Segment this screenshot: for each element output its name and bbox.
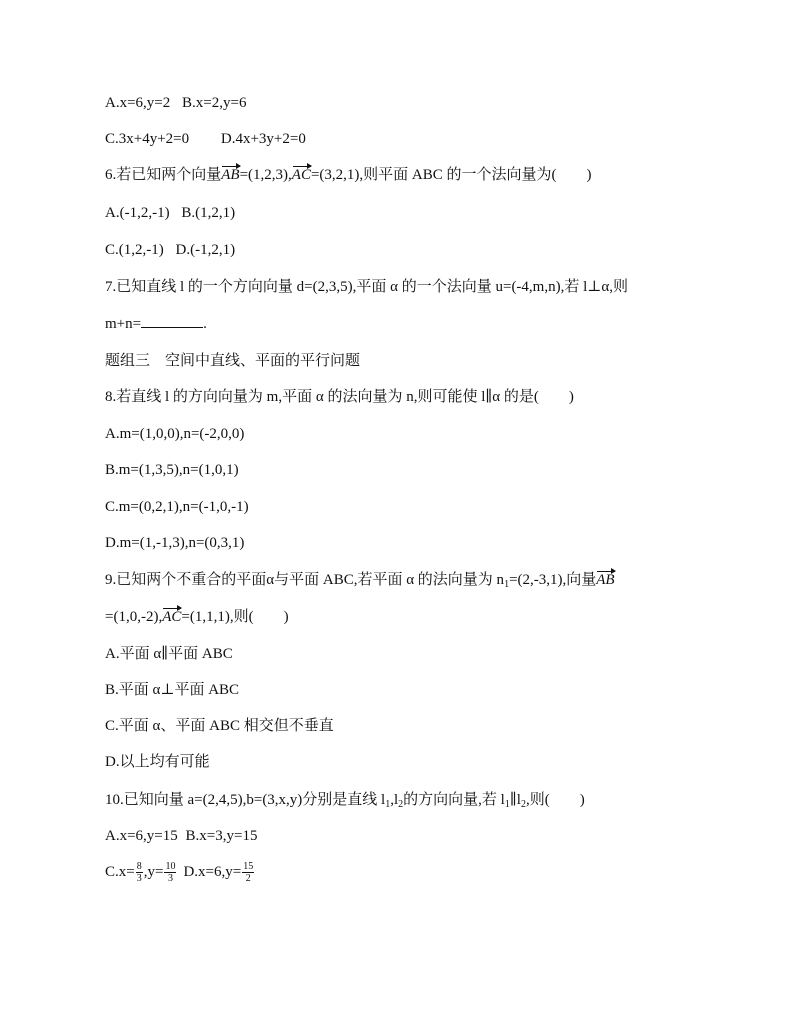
q6-close-paren: ) — [586, 167, 592, 183]
option-c-label: C.x= — [105, 864, 135, 880]
numerator: 8 — [136, 861, 142, 873]
vector-ab: AB — [221, 167, 240, 183]
vector-ab: AB — [596, 572, 615, 588]
q6-text-mid: =(1,2,3), — [239, 167, 292, 183]
q6-options-ab — [105, 203, 235, 223]
question-10 — [105, 790, 585, 810]
fraction — [164, 861, 176, 884]
q9-text-end: =(1,1,1),则( — [181, 609, 254, 625]
q9-text-start: 9.已知两个不重合的平面α与平面 ABC,若平面 α 的法向量为 n — [105, 572, 505, 588]
q8-option-a: A.m=(1,0,0),n=(-2,0,0) — [105, 426, 245, 442]
q9-option-b: B.平面 α⊥平面 ABC — [105, 682, 240, 698]
q6-text-start: 6.若已知两个向量 — [105, 167, 222, 183]
question-7: 7.已知直线 l 的一个方向向量 d=(2,3,5),平面 α 的一个法向量 u=(-4,m,n),若 l⊥α,则 — [105, 279, 628, 295]
q8-option-d: D.m=(1,-1,3),n=(0,3,1) — [105, 535, 245, 551]
fraction — [136, 861, 143, 884]
question-8 — [105, 387, 574, 407]
option-c: C.(1,2,-1) — [105, 242, 164, 258]
q7-period: . — [203, 316, 207, 332]
q9-close-paren: ) — [283, 609, 289, 625]
subscript: 1 — [504, 579, 510, 590]
question-9-cont — [105, 607, 289, 627]
q10-text-end: ,则( — [525, 792, 550, 808]
q8-option-c: C.m=(0,2,1),n=(-1,0,-1) — [105, 499, 249, 515]
q9-option-a: A.平面 α∥平面 ABC — [105, 646, 233, 662]
q9-text-cont: =(1,0,-2), — [105, 609, 163, 625]
option-b: B.(1,2,1) — [181, 205, 236, 221]
question-7-answer — [105, 313, 207, 334]
subscript: 2 — [520, 799, 526, 810]
q10-options-cd — [105, 858, 255, 886]
option-a: A.x=6,y=2 — [105, 95, 171, 111]
vector-ac: AC — [291, 167, 311, 183]
option-d-label: D.x=6,y= — [183, 864, 242, 880]
fraction — [242, 861, 254, 884]
q8-close-paren: ) — [568, 389, 574, 405]
q10-options-ab — [105, 826, 257, 846]
q9-option-c: C.平面 α、平面 ABC 相交但不垂直 — [105, 718, 334, 734]
q7-answer-label: m+n= — [105, 316, 142, 332]
numerator: 15 — [243, 861, 254, 873]
option-d: D.4x+3y+2=0 — [220, 131, 306, 147]
q6-text-end: =(3,2,1),则平面 ABC 的一个法向量为( — [310, 167, 557, 183]
option-c: C.3x+4y+2=0 — [105, 131, 190, 147]
q10-text-start: 10.已知向量 a=(2,4,5),b=(3,x,y)分别是直线 l — [105, 792, 386, 808]
option-c-text: ,y= — [143, 864, 164, 880]
answer-blank[interactable] — [141, 313, 203, 328]
option-b: B.x=2,y=6 — [182, 95, 247, 111]
q10-text: ∥l — [509, 792, 521, 808]
option-d: D.(-1,2,1) — [175, 242, 236, 258]
denominator: 3 — [167, 873, 173, 885]
q10-close-paren: ) — [579, 792, 585, 808]
question-9 — [105, 570, 615, 590]
numerator: 10 — [165, 861, 176, 873]
subscript: 1 — [504, 799, 510, 810]
q6-options-cd — [105, 240, 235, 260]
subscript: 1 — [385, 799, 391, 810]
question-6 — [105, 165, 592, 185]
section-heading: 题组三 空间中直线、平面的平行问题 — [105, 351, 361, 369]
q9-text-mid: =(2,-3,1),向量 — [509, 572, 597, 588]
vector-ac: AC — [162, 609, 182, 625]
q5-options-ab — [105, 93, 246, 113]
option-b: B.x=3,y=15 — [185, 828, 258, 844]
q5-options-cd — [105, 129, 306, 149]
q8-option-b: B.m=(1,3,5),n=(1,0,1) — [105, 462, 239, 478]
denominator: 2 — [245, 873, 251, 885]
q8-text: 8.若直线 l 的方向向量为 m,平面 α 的法向量为 n,则可能使 l∥α 的是( — [105, 389, 539, 405]
option-a: A.(-1,2,-1) — [105, 205, 170, 221]
option-a: A.x=6,y=15 — [105, 828, 178, 844]
subscript: 2 — [398, 799, 404, 810]
q9-option-d: D.以上均有可能 — [105, 754, 210, 770]
denominator: 3 — [136, 873, 142, 885]
q10-text: 的方向向量,若 l — [403, 792, 505, 808]
q10-text: ,l — [390, 792, 399, 808]
